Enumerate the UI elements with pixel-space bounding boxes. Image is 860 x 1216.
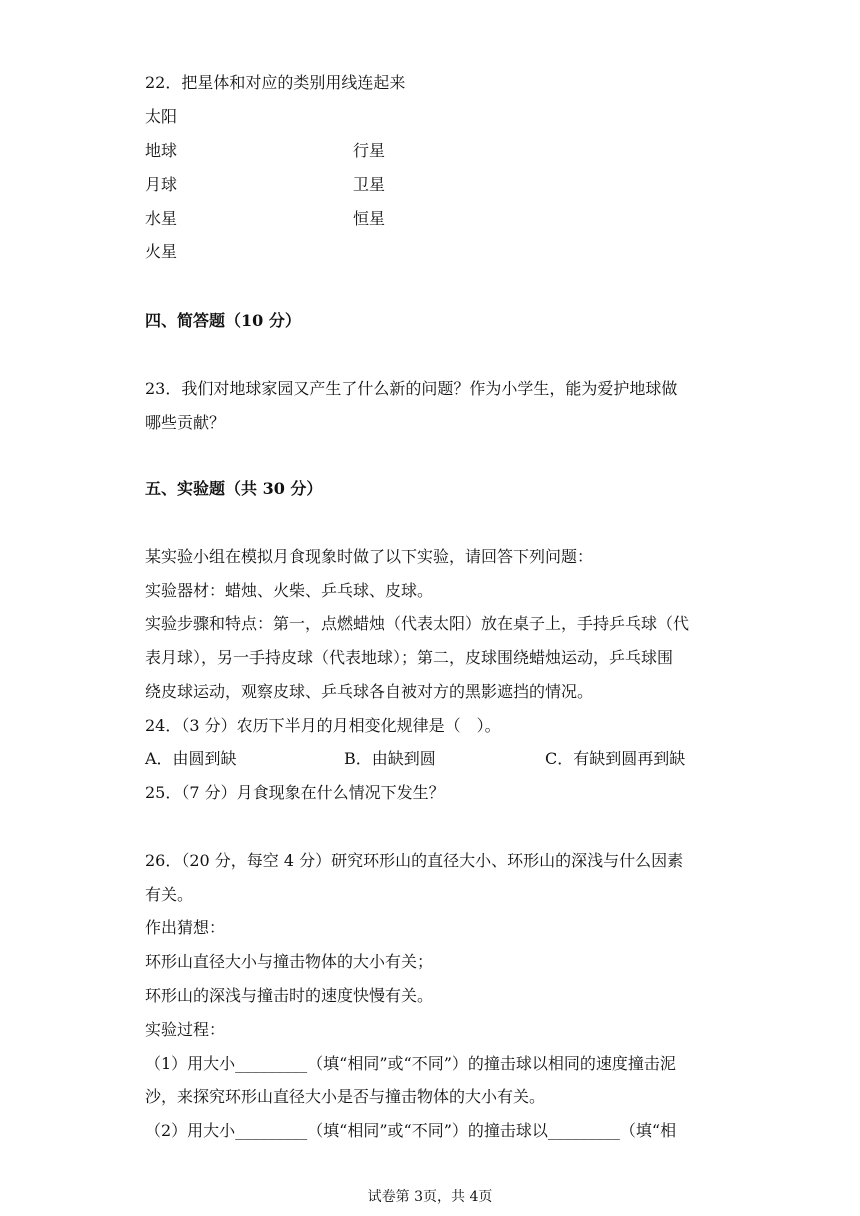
body-moon: 月球 [145, 175, 178, 194]
q24-option-b: B．由缺到圆 [344, 749, 436, 768]
step2-line1: （2）用大小_________（填“相同”或“不同”）的撞击球以_________（填“相 [145, 1121, 677, 1140]
body-mercury: 水星 [145, 209, 178, 228]
q23-line2: 哪些贡献？ [145, 413, 226, 432]
experiment-materials: 实验器材：蜡烛、火柴、乒乓球、皮球。 [145, 581, 434, 600]
q25-stem: 25．（7 分）月食现象在什么情况下发生？ [145, 783, 445, 802]
q26-line1: 26．（20 分，每空 4 分）研究环形山的直径大小、环形山的深浅与什么因素 [145, 851, 684, 870]
category-planet: 行星 [353, 141, 386, 160]
body-mars: 火星 [145, 242, 178, 261]
q23-line1: 23．我们对地球家园又产生了什么新的问题？作为小学生，能为爱护地球做 [145, 379, 678, 398]
category-star: 恒星 [353, 209, 386, 228]
experiment-steps-line1: 实验步骤和特点：第一，点燃蜡烛（代表太阳）放在桌子上，手持乒乓球（代 [145, 614, 690, 633]
q26-line2: 有关。 [145, 885, 194, 904]
experiment-steps-line2: 表月球），另一手持皮球（代表地球）；第二，皮球围绕蜡烛运动，乒乓球围 [145, 648, 674, 667]
guess-label: 作出猜想： [145, 918, 226, 937]
process-label: 实验过程： [145, 1020, 226, 1039]
experiment-steps-line3: 绕皮球运动，观察皮球、乒乓球各自被对方的黑影遮挡的情况。 [145, 682, 594, 701]
step1-line2: 沙，来探究环形山直径大小是否与撞击物体的大小有关。 [145, 1087, 546, 1106]
q24-option-a: A．由圆到缺 [145, 749, 237, 768]
body-sun: 太阳 [145, 107, 178, 126]
body-earth: 地球 [145, 141, 178, 160]
step1-line1: （1）用大小_________（填“相同”或“不同”）的撞击球以相同的速度撞击泥 [145, 1054, 676, 1073]
page-footer: 试卷第 3页，共 4页 [367, 1189, 493, 1205]
section5-heading: 五、实验题（共 30 分） [145, 479, 323, 498]
q24-stem: 24．（3 分）农历下半月的月相变化规律是（ ）。 [145, 716, 501, 735]
experiment-intro: 某实验小组在模拟月食现象时做了以下实验，请回答下列问题： [145, 547, 594, 566]
q24-option-c: C．有缺到圆再到缺 [545, 749, 686, 768]
guess-2: 环形山的深浅与撞击时的速度快慢有关。 [145, 986, 434, 1005]
guess-1: 环形山直径大小与撞击物体的大小有关； [145, 952, 434, 971]
q22-title: 22．把星体和对应的类别用线连起来 [145, 73, 406, 92]
section4-heading: 四、简答题（10 分） [145, 311, 301, 330]
category-satellite: 卫星 [353, 175, 386, 194]
